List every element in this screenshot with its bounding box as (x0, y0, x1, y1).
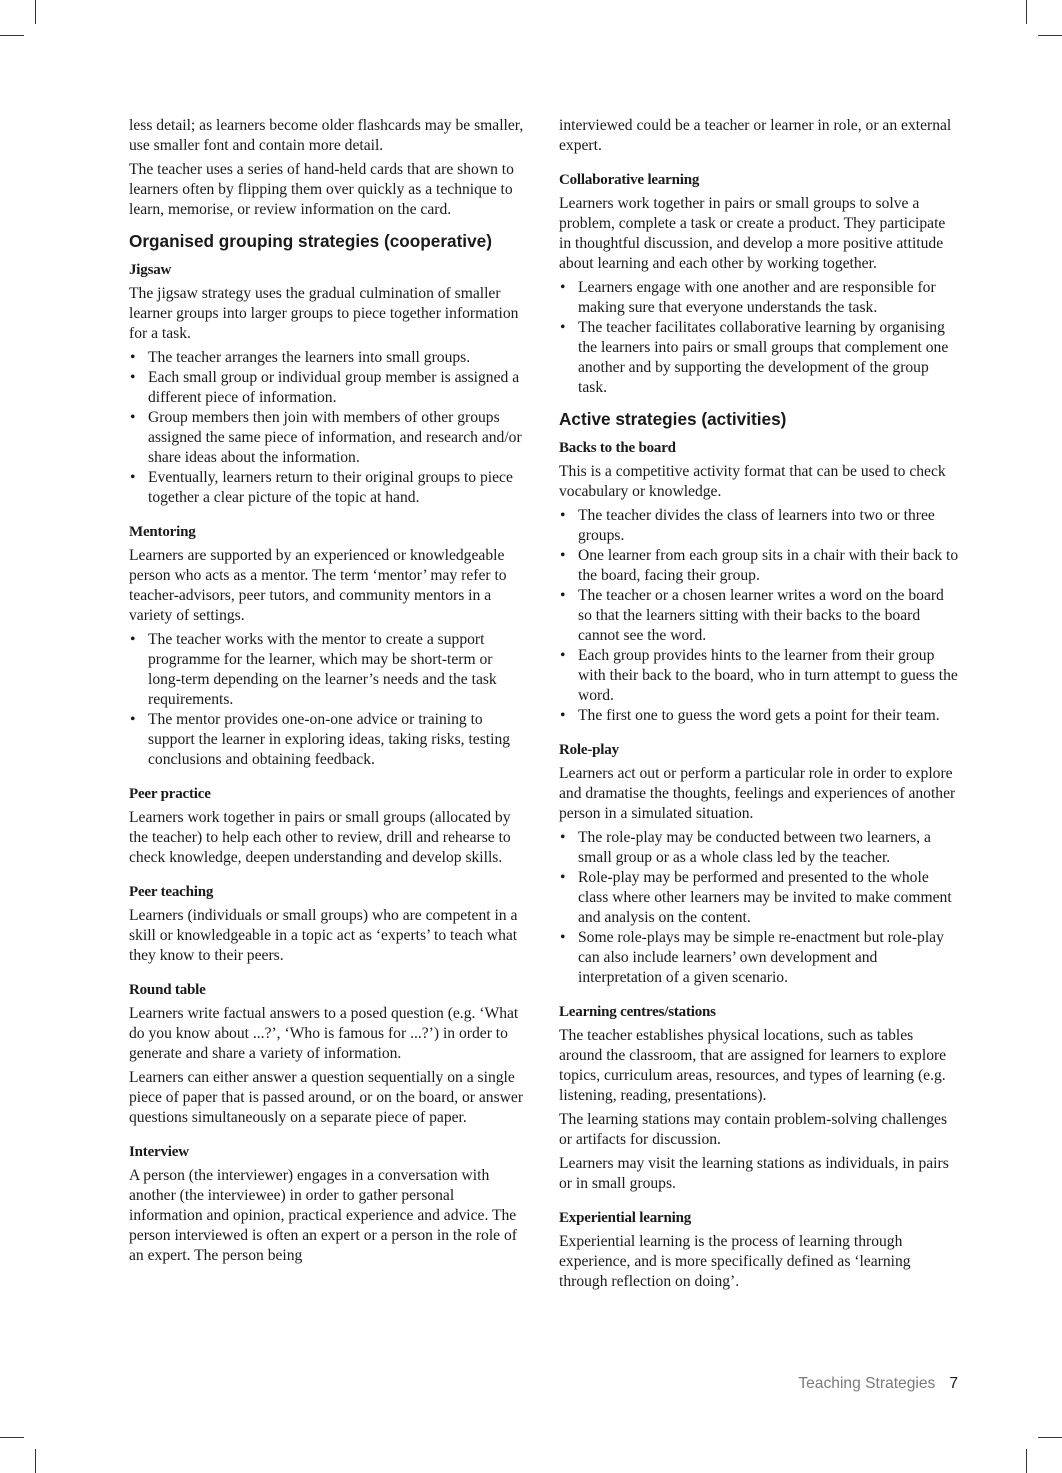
list-item: • The teacher facilitates collaborative learning by organising the learners into pairs or small groups that complement one another and by supporting the development of the group task. (559, 318, 959, 398)
mentoring-text: Learners are supported by an experienced or knowledgeable person who acts as a mentor. The term ‘mentor’ may refer to teacher-advisors, peer tutors, and community mentors in a variety of settings. (129, 547, 507, 624)
list-item: • One learner from each group sits in a chair with their back to the board, facing their group. (559, 546, 959, 586)
round-table-text: Learners can either answer a question sequentially on a single piece of paper that is passed around, or on the board, or answer questions simultaneously on a separate piece of paper. (129, 1069, 524, 1126)
list-item: • The first one to guess the word gets a point for their team. (559, 706, 959, 726)
crop-mark (0, 1437, 24, 1438)
crop-mark (1038, 1437, 1062, 1438)
backs-text: This is a competitive activity format that can be used to check vocabulary or knowledge. (559, 463, 946, 500)
left-column (129, 116, 527, 1270)
jigsaw-text: The jigsaw strategy uses the gradual culmination of smaller learner groups into larger groups to piece together information for a task. (129, 285, 519, 342)
list-item: • Each group provides hints to the learner from their group with their back to the board, who in turn attempt to guess the word. (559, 646, 959, 706)
crop-mark (1038, 35, 1062, 36)
list-item: • Learners engage with one another and are responsible for making sure that everyone understands the task. (559, 278, 959, 318)
centres-text: Learners may visit the learning stations as individuals, in pairs or in small groups. (559, 1155, 949, 1192)
jigsaw-list (129, 348, 527, 508)
crop-mark (1026, 1449, 1027, 1473)
list-item: • Eventually, learners return to their original groups to piece together a clear picture of the topic at hand. (129, 468, 527, 508)
peer-teaching-text: Learners (individuals or small groups) who are competent in a skill or knowledgeable in a topic act as ‘experts’ to teach what they know to their peers. (129, 907, 518, 964)
heading-interview: Interview (129, 1144, 189, 1160)
page-footer (798, 1375, 958, 1393)
centres-text: The teacher establishes physical locations, such as tables around the classroom, that are assigned for learners to explore topics, curriculum areas, resources, and types of learning (e.g. listening, reading, presentations). (559, 1027, 947, 1104)
list-item: • Each small group or individual group member is assigned a different piece of information. (129, 368, 527, 408)
intro-paragraph: The teacher uses a series of hand-held cards that are shown to learners often by flipping them over quickly as a technique to learn, memorise, or review information on the card. (129, 161, 514, 218)
section-title-active: Active strategies (activities) (559, 409, 787, 429)
backs-list (559, 506, 959, 726)
section-title-cooperative: Organised grouping strategies (cooperative) (129, 231, 492, 251)
heading-jigsaw: Jigsaw (129, 262, 172, 278)
right-column (559, 116, 959, 1296)
centres-text: The learning stations may contain problem-solving challenges or artifacts for discussion. (559, 1111, 948, 1148)
heading-learning-centres: Learning centres/stations (559, 1004, 716, 1020)
peer-practice-text: Learners work together in pairs or small groups (allocated by the teacher) to help each other to review, drill and rehearse to check knowledge, deepen understanding and develop skills. (129, 809, 511, 866)
list-item: • The teacher or a chosen learner writes a word on the board so that the learners sitting with their backs to the board cannot see the word. (559, 586, 959, 646)
list-item: • The role-play may be conducted between two learners, a small group or as a whole class led by the teacher. (559, 828, 959, 868)
list-item: • The teacher arranges the learners into small groups. (129, 348, 527, 368)
experiential-text: Experiential learning is the process of learning through experience, and is more specifically defined as ‘learning through reflection on doing’. (559, 1233, 911, 1290)
heading-mentoring: Mentoring (129, 524, 196, 540)
crop-mark (35, 1449, 36, 1473)
interview-continued-text: interviewed could be a teacher or learner in role, or an external expert. (559, 117, 952, 154)
crop-mark (35, 0, 36, 24)
round-table-text: Learners write factual answers to a posed question (e.g. ‘What do you know about ...?’, ‘Who is famous for ...?’) in order to generate and share a variety of information. (129, 1005, 519, 1062)
list-item: • The teacher divides the class of learners into two or three groups. (559, 506, 959, 546)
list-item: • The mentor provides one-on-one advice or training to support the learner in exploring ideas, taking risks, testing conclusions and obtaining feedback. (129, 710, 527, 770)
role-play-text: Learners act out or perform a particular role in order to explore and dramatise the thoughts, feelings and experiences of another person in a simulated situation. (559, 765, 956, 822)
list-item: • The teacher works with the mentor to create a support programme for the learner, which may be short-term or long-term depending on the learner’s needs and the task requirements. (129, 630, 527, 710)
role-play-list (559, 828, 959, 988)
heading-collaborative-learning: Collaborative learning (559, 172, 700, 188)
heading-peer-practice: Peer practice (129, 786, 211, 802)
heading-experiential-learning: Experiential learning (559, 1210, 692, 1226)
list-item: • Role-play may be performed and presented to the whole class where other learners may be invited to make comment and analysis on the content. (559, 868, 959, 928)
heading-backs-to-board: Backs to the board (559, 440, 676, 456)
footer-title: Teaching Strategies (798, 1375, 936, 1392)
mentoring-list (129, 630, 527, 770)
collaborative-text: Learners work together in pairs or small groups to solve a problem, complete a task or create a product. They participate in thoughtful discussion, and develop a more positive attitude about learning and each other by working together. (559, 195, 946, 272)
list-item: • Some role-plays may be simple re-enactment but role-play can also include learners’ own development and interpretation of a given scenario. (559, 928, 959, 988)
intro-paragraph: less detail; as learners become older flashcards may be smaller, use smaller font and contain more detail. (129, 117, 524, 154)
interview-text: A person (the interviewer) engages in a conversation with another (the interviewee) in order to gather personal information and opinion, practical experience and advice. The person interviewed is often an expert or a person in the role of an expert. The person being (129, 1167, 517, 1264)
page-number: 7 (949, 1375, 958, 1392)
list-item: • Group members then join with members of other groups assigned the same piece of information, and research and/or share ideas about the information. (129, 408, 527, 468)
crop-mark (0, 35, 24, 36)
heading-role-play: Role-play (559, 742, 619, 758)
crop-mark (1026, 0, 1027, 24)
heading-round-table: Round table (129, 982, 206, 998)
heading-peer-teaching: Peer teaching (129, 884, 214, 900)
collaborative-list (559, 278, 959, 398)
